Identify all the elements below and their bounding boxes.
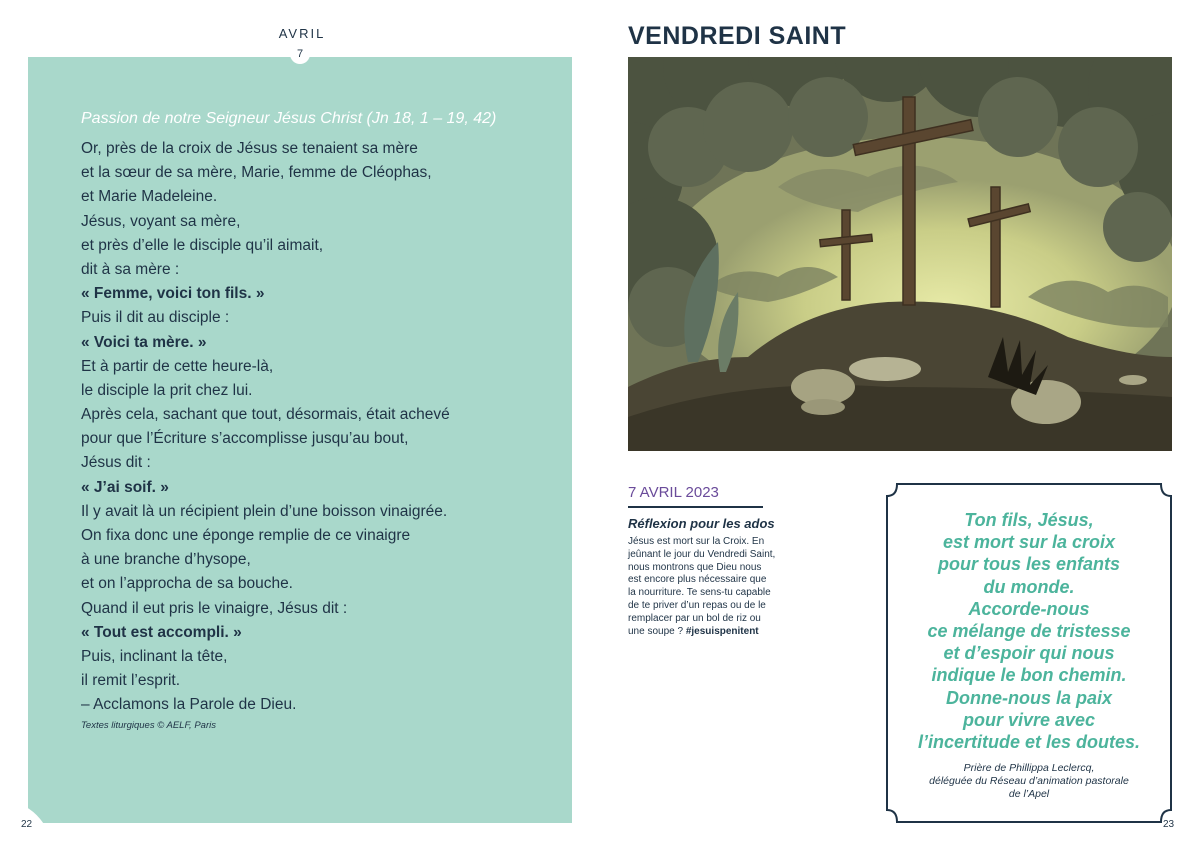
reflexion-end-text: une soupe ?	[628, 625, 684, 637]
day-number-badge: 7	[290, 44, 310, 64]
page-title: VENDREDI SAINT	[628, 22, 847, 50]
reflexion-lines	[628, 536, 803, 626]
gospel-line: Il y avait là un récipient plein d’une boisson vinaigrée.	[81, 502, 448, 520]
reflexion-line: jeûnant le jour du Vendredi Saint,	[628, 548, 776, 560]
prayer-line: est mort sur la croix	[942, 532, 1116, 553]
reflexion-text	[628, 536, 803, 638]
date-underline	[628, 506, 763, 508]
prayer-credit-line: déléguée du Réseau d’animation pastorale	[929, 775, 1129, 787]
date-label: 7 AVRIL 2023	[628, 484, 719, 501]
prayer-line: du monde.	[983, 576, 1075, 597]
gospel-line: Puis il dit au disciple :	[81, 309, 230, 327]
gospel-line: Puis, inclinant la tête,	[81, 647, 228, 665]
page-number-left: 22	[21, 819, 33, 830]
reflexion-title: Réflexion pour les ados	[628, 516, 775, 531]
month-header: AVRIL	[278, 26, 326, 41]
prayer-credit	[897, 762, 1161, 801]
prayer-line: et d’espoir qui nous	[943, 643, 1115, 664]
gospel-line: Jésus, voyant sa mère,	[81, 212, 241, 230]
prayer-credit-line: de l’Apel	[1008, 788, 1050, 800]
gospel-line: « Voici ta mère. »	[81, 333, 207, 351]
gospel-text	[81, 137, 450, 718]
reflexion-line: Jésus est mort sur la Croix. En	[628, 536, 765, 547]
gospel-line: – Acclamons la Parole de Dieu.	[81, 696, 297, 714]
gospel-line: Quand il eut pris le vinaigre, Jésus dit :	[81, 599, 348, 617]
reflexion-last-line	[628, 626, 803, 639]
gospel-line: « Tout est accompli. »	[81, 623, 242, 641]
gospel-line: « Femme, voici ton fils. »	[81, 285, 265, 303]
gospel-line: à une branche d’hysope,	[81, 551, 251, 569]
gospel-line: On fixa donc une éponge remplie de ce vinaigre	[81, 527, 411, 544]
reflexion-line: de te priver d’un repas ou de le	[628, 599, 766, 611]
reflexion-line: nous montrons que Dieu nous	[628, 561, 762, 573]
prayer-line: Ton fils, Jésus,	[964, 510, 1094, 530]
page-number-right: 23	[1163, 819, 1175, 830]
prayer-line: indique le bon chemin.	[931, 665, 1127, 686]
prayer-line: Donne-nous la paix	[945, 687, 1113, 708]
gospel-line: « J’ai soif. »	[81, 478, 169, 496]
gospel-reference: Passion de notre Seigneur Jésus Christ (Jn 18, 1 – 19, 42)	[81, 110, 497, 127]
gospel-line: dit à sa mère :	[81, 260, 180, 278]
gospel-line: Jésus dit :	[81, 454, 151, 472]
prayer-line: pour tous les enfants	[937, 554, 1121, 575]
gospel-line: et Marie Madeleine.	[81, 188, 218, 206]
gospel-line: Après cela, sachant que tout, désormais, était achevé	[81, 406, 450, 424]
gospel-line: pour que l’Écriture s’accomplisse jusqu’au bout,	[81, 430, 409, 448]
reflexion-line: la nourriture. Te sens-tu capable	[628, 587, 771, 599]
prayer-line: Accorde-nous	[968, 598, 1090, 619]
gospel-line: Or, près de la croix de Jésus se tenaient sa mère	[81, 140, 418, 157]
gospel-line: et près d’elle le disciple qu’il aimait,	[81, 236, 324, 254]
prayer-line: ce mélange de tristesse	[927, 620, 1131, 641]
copyright-notice: Textes liturgiques © AELF, Paris	[81, 720, 216, 731]
gospel-line: Et à partir de cette heure-là,	[81, 357, 274, 375]
gospel-line: et on l’approcha de sa bouche.	[81, 575, 293, 593]
prayer-credit-line: Prière de Phillippa Leclercq,	[963, 762, 1095, 774]
prayer-text	[897, 509, 1161, 753]
reflexion-line: est encore plus nécessaire que	[628, 574, 767, 586]
gospel-line: et la sœur de sa mère, Marie, femme de Cléophas,	[81, 164, 432, 182]
crosses-illustration	[628, 57, 1172, 451]
reflexion-line: remplacer par un bol de riz ou	[628, 612, 761, 624]
prayer-line: l’incertitude et les doutes.	[917, 731, 1141, 752]
prayer-line: pour vivre avec	[962, 709, 1096, 730]
gospel-line: il remit l’esprit.	[81, 672, 181, 690]
gospel-line: le disciple la prit chez lui.	[81, 381, 253, 399]
hashtag: #jesuispenitent	[685, 625, 759, 637]
